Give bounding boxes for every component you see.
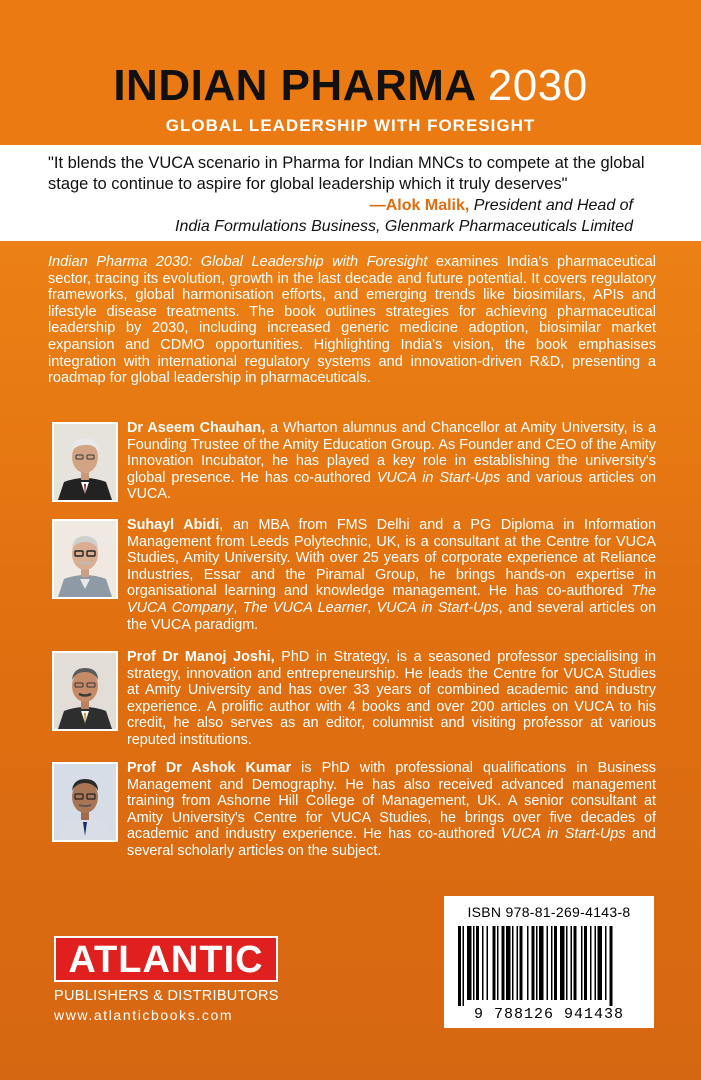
barcode-bars [456, 926, 642, 1006]
author-photo-4 [52, 762, 118, 842]
author-photo-2 [52, 519, 118, 599]
isbn-label: ISBN 978-81-269-4143-8 [467, 904, 631, 920]
author-text-2: Suhayl Abidi, an MBA from FMS Delhi and a PG Diploma in Information Management from Leeds Polytechnic, UK, is a consultant at the Centre for VUCA Studies, Amity University. With over 25 years of corporate experience at Reliance Industries, Essar and the Piramal Group, he brings hands-on expertise in organisational learning and knowledge management. He has co-authored The VUCA Company, The VUCA Learner, VUCA in Start-Ups, and several articles on the VUCA paradigm. [127, 517, 656, 633]
author-photo-3 [52, 651, 118, 731]
quote-author-name: —Alok Malik, [369, 197, 470, 214]
author-name: Prof Dr Manoj Joshi, [127, 649, 275, 665]
quote-attribution [175, 195, 633, 237]
author-name: Prof Dr Ashok Kumar [127, 760, 292, 776]
book-subtitle: GLOBAL LEADERSHIP WITH FORESIGHT [165, 116, 536, 135]
author-text-4: Prof Dr Ashok Kumar is PhD with professional qualifications in Business Management and Demography. He has also received advanced management training from Ashorne Hill College of Management, UK. A senior consultant at Amity University's Centre for VUCA Studies, he brings over five decades of academic and industry experience. He has co-authored VUCA in Start-Ups and several scholarly articles on the subject. [127, 760, 657, 859]
barcode-number: 9 788126 941438 [473, 1006, 625, 1023]
author-name: Dr Aseem Chauhan, [127, 420, 266, 436]
author-text-3: Prof Dr Manoj Joshi, PhD in Strategy, is a seasoned professor specialising in strategy, innovation and entrepreneurship. He leads the Centre for VUCA Studies at Amity University and has over 33 years of combined academic and industry experience. A prolific author with 4 books and over 200 articles on VUCA to his credit, he also serves as an editor, columnist and visiting professor at various reputed institutions. [127, 649, 656, 748]
publisher-url: www.atlanticbooks.com [54, 1007, 234, 1023]
cover-header [0, 0, 701, 145]
quote-author-role-1: President and Head of [473, 197, 633, 214]
book-title: INDIAN PHARMA 2030 [113, 61, 588, 110]
description-body: examines India's pharmaceutical sector, tracing its evolution, growth in the last decade and future potential. It covers regulatory frameworks, global harmonisation efforts, and emerging trends like biosimilars, APIs and lifestyle disease treatments. The book outlines strategies for achieving pharmaceutical leadership by 2030, including increased generic medicine adoption, biosimilar market expansion and CDMO opportunities. Highlighting India's vision, the book emphasises integration with international regulatory systems and innovation-driven R&D, presenting a roadmap for global leadership in pharmaceuticals. [48, 254, 656, 387]
author-photo-1 [52, 422, 118, 502]
publisher-subtitle: PUBLISHERS & DISTRIBUTORS [54, 988, 279, 1004]
publisher-logo: ATLANTIC [54, 936, 278, 982]
description-title: Indian Pharma 2030: Global Leadership with Foresight [48, 254, 428, 270]
author-text-1: Dr Aseem Chauhan, a Wharton alumnus and Chancellor at Amity University, is a Founding Trustee of the Amity Education Group. As Founder and CEO of the Amity Innovation Incubator, he has played a key role in establishing the university's global presence. He has co-authored VUCA in Start-Ups and various articles on VUCA. [127, 420, 657, 503]
book-description [48, 254, 656, 387]
author-name: Suhayl Abidi [127, 517, 220, 533]
quote-author-role-2: India Formulations Business, Glenmark Pharmaceuticals Limited [175, 218, 633, 235]
isbn-barcode [444, 896, 654, 1028]
endorsement-quote [0, 145, 701, 241]
quote-text: "It blends the VUCA scenario in Pharma for Indian MNCs to compete at the global stage to continue to aspire for global leadership which it truly deserves" [48, 154, 645, 193]
